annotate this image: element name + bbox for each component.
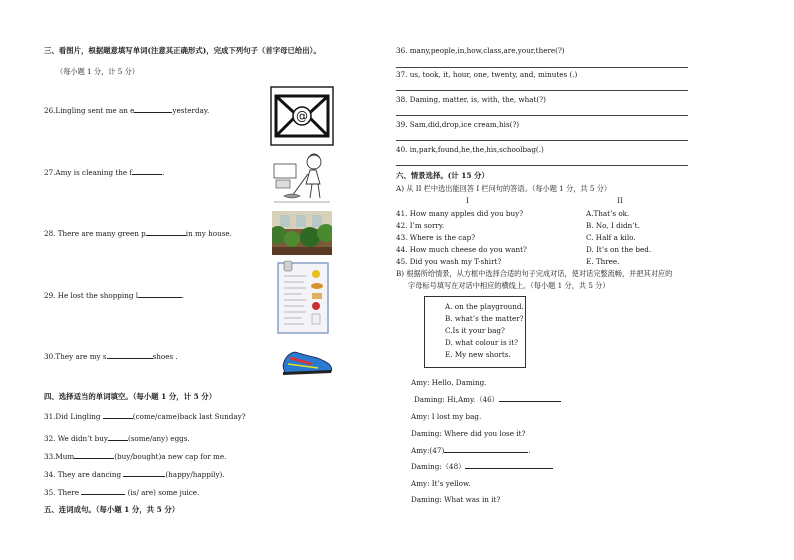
question-29: [44, 291, 184, 300]
question-40: 40. in,park,found,he,the,his,schoolbag(.): [396, 145, 544, 154]
match-answer-b: B. No, I didn’t.: [586, 221, 640, 230]
cleaning-floor-icon: [272, 150, 332, 206]
section-4-title: 四、选择适当的单词填空。（每小题 1 分，计 5 分）: [44, 392, 217, 401]
email-icon: [270, 86, 334, 146]
column-i-header: I: [466, 196, 469, 205]
dialogue-line-2-text: Daming: Hi,Amy.（46）: [414, 395, 499, 404]
dialogue-line-5-tail: .: [528, 446, 531, 455]
answer-line-38[interactable]: [396, 115, 688, 116]
answer-line-37[interactable]: [396, 90, 688, 91]
answer-blank-34[interactable]: [123, 470, 165, 477]
match-question-41: 41. How many apples did you buy?: [396, 209, 524, 218]
match-question-44: 44. How much cheese do you want?: [396, 245, 527, 254]
question-34-tail: (happy/happily).: [165, 470, 225, 479]
svg-text:@: @: [296, 109, 308, 123]
question-27: [44, 168, 164, 177]
option-a: A. on the playground.: [445, 302, 524, 311]
question-32-text: 32. We didn’t buy: [44, 434, 108, 443]
question-26-tail: yesterday.: [172, 106, 210, 115]
question-27-text: 27.Amy is cleaning the f: [44, 168, 133, 177]
answer-blank-29[interactable]: [138, 291, 185, 300]
question-32: [44, 434, 190, 443]
match-question-42: 42. I’m sorry.: [396, 221, 445, 230]
question-28: [44, 229, 232, 238]
question-30: [44, 352, 178, 361]
part-a-instruction: A) 从 II 栏中选出能回答 I 栏问句的答语。（每小题 1 分，共 5 分）: [396, 184, 612, 193]
section-6-title: 六、情景选择。(计 15 分）: [396, 171, 489, 180]
question-35-text: 35. There: [44, 488, 82, 497]
answer-blank-26[interactable]: [134, 106, 172, 113]
question-35-tail: (is/ are) some juice.: [125, 488, 200, 497]
question-38: 38. Daming, matter, is, with, the, what(?): [396, 95, 546, 104]
section-5-title: 五、连词成句。（每小题 1 分，共 5 分）: [44, 505, 180, 514]
question-33-text: 33.Mum: [44, 452, 75, 461]
question-29-tail: .: [182, 291, 185, 300]
question-31: [44, 412, 246, 421]
question-33: [44, 452, 226, 461]
question-31-text: 31.Did Lingling: [44, 412, 103, 421]
answer-line-40[interactable]: [396, 165, 688, 166]
dialogue-line-5: [411, 446, 531, 455]
answer-blank-48[interactable]: [465, 462, 553, 469]
dialogue-line-1: Amy: Hello, Daming.: [411, 378, 487, 387]
option-e: E. My new shorts.: [445, 350, 511, 359]
dialogue-line-6: [411, 462, 553, 471]
part-b-instruction-line-2: 字母标号填写在对话中相应的横线上。（每小题 1 分，共 5 分）: [408, 281, 610, 290]
section-3-score: （每小题 1 分，计 5 分）: [56, 67, 139, 76]
green-plants-photo: [272, 211, 332, 255]
question-26-text: 26.Lingling sent me an e: [44, 106, 135, 115]
dialogue-line-3: Amy: I lost my bag.: [411, 412, 482, 421]
question-36: 36. many,people,in,how,class,are,your,there(?): [396, 46, 565, 55]
answer-blank-35[interactable]: [81, 488, 125, 495]
question-35: [44, 488, 199, 497]
answer-blank-31[interactable]: [103, 412, 133, 419]
question-34: [44, 470, 225, 479]
option-c: C.Is it your bag?: [445, 326, 505, 335]
shopping-list-picture: [276, 260, 330, 334]
dialogue-line-6-text: Daming:（48）: [411, 462, 466, 471]
question-28-tail: in my house.: [185, 229, 232, 238]
column-ii-header: II: [617, 196, 623, 205]
question-34-text: 34. They are dancing: [44, 470, 124, 479]
match-answer-c: C. Half a kilo.: [586, 233, 636, 242]
dialogue-line-4: Daming: Where did you lose it?: [411, 429, 526, 438]
match-question-45: 45. Did you wash my T-shirt?: [396, 257, 502, 266]
answer-blank-27[interactable]: [132, 168, 165, 177]
dialogue-line-7: Amy: It’s yellow.: [411, 479, 471, 488]
question-27-tail: .: [162, 168, 165, 177]
match-question-43: 43. Where is the cap?: [396, 233, 476, 242]
option-d: D. what colour is it?: [445, 338, 518, 347]
match-answer-d: D. It’s on the bed.: [586, 245, 652, 254]
answer-blank-33[interactable]: [74, 452, 114, 459]
question-33-tail: (buy/bought)a new cap for me.: [114, 452, 227, 461]
match-answer-e: E. Three.: [586, 257, 620, 266]
question-31-tail: (come/came)back last Sunday?: [132, 412, 246, 421]
dialogue-line-5-text: Amy:(47): [411, 446, 445, 455]
sports-shoes-picture: [280, 344, 334, 380]
question-32-tail: (some/any) eggs.: [127, 434, 190, 443]
part-b-instruction-line-1: B) 根据所给情景，从方框中选择合适的句子完成对话，使对话完整流畅，并把其对应的: [396, 269, 673, 278]
answer-blank-46[interactable]: [499, 395, 561, 402]
answer-blank-32[interactable]: [108, 434, 128, 441]
answer-blank-30[interactable]: [107, 352, 153, 359]
dialogue-line-2: [414, 395, 561, 404]
question-29-text: 29. He lost the shopping l: [44, 291, 139, 300]
question-39: 39. Sam,did,drop,ice cream,his(?): [396, 120, 520, 129]
answer-line-39[interactable]: [396, 140, 688, 141]
answer-line-36[interactable]: [396, 67, 688, 68]
question-30-tail: shoes .: [152, 352, 178, 361]
question-28-text: 28. There are many green p: [44, 229, 146, 238]
answer-blank-28[interactable]: [146, 229, 186, 236]
match-answer-a: A.That’s ok.: [586, 209, 630, 218]
question-37: 37. us, took, it, hour, one, twenty, and, minutes (.): [396, 70, 578, 79]
question-30-text: 30.They are my s: [44, 352, 107, 361]
section-3-title: 三、看图片，根据题意填写单词(注意其正确形式)，完成下列句子（首字母已给出）。: [44, 46, 321, 55]
option-b: B. what’s the matter?: [445, 314, 524, 323]
dialogue-line-8: Daming: What was in it?: [411, 495, 501, 504]
answer-blank-47[interactable]: [444, 446, 531, 455]
question-26: [44, 106, 209, 115]
options-box: [424, 296, 526, 368]
